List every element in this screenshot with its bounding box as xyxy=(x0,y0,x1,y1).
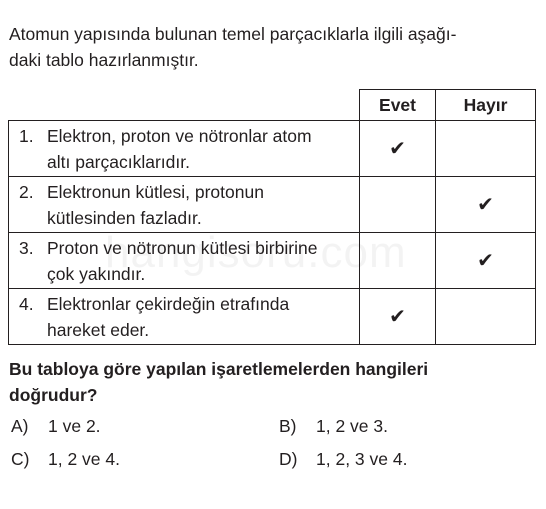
statement-text-line-1: Elektronlar çekirdeğin etrafında xyxy=(47,293,290,314)
statement-number: 2. xyxy=(19,181,34,202)
option-text: 1 ve 2. xyxy=(48,416,101,436)
statements-table xyxy=(8,89,536,345)
question-line-1: Bu tabloya göre yapılan işaretlemelerden hangileri xyxy=(9,359,429,379)
statement-cell xyxy=(9,289,360,345)
table-header-row xyxy=(9,90,536,121)
table-row xyxy=(9,233,536,289)
header-yes: Evet xyxy=(360,90,436,121)
check-mark-icon: ✔ xyxy=(436,177,536,233)
statement-cell xyxy=(9,177,360,233)
check-mark-icon: ✔ xyxy=(436,233,536,289)
option-letter: D) xyxy=(279,449,298,469)
statement-cell xyxy=(9,121,360,177)
option-text: 1, 2, 3 ve 4. xyxy=(316,449,408,469)
intro-line-2: daki tablo hazırlanmıştır. xyxy=(9,50,199,70)
empty-mark-cell xyxy=(436,289,536,345)
header-blank-cell xyxy=(9,90,360,121)
statement-text-line-2: altı parçacıklarıdır. xyxy=(47,151,190,172)
empty-mark-cell xyxy=(360,233,436,289)
statement-text-line-1: Elektronun kütlesi, protonun xyxy=(47,181,264,202)
question-stem xyxy=(9,356,517,408)
statement-text-line-1: Proton ve nötronun kütlesi birbirine xyxy=(47,237,318,258)
statement-text-line-2: hareket eder. xyxy=(47,319,150,340)
option-b[interactable] xyxy=(279,414,388,438)
statement-text-line-1: Elektron, proton ve nötronlar atom xyxy=(47,125,312,146)
statement-text-line-2: kütlesinden fazladır. xyxy=(47,207,202,228)
table-row xyxy=(9,121,536,177)
statement-number: 4. xyxy=(19,293,34,314)
option-letter: B) xyxy=(279,416,297,436)
statement-cell xyxy=(9,233,360,289)
question-line-2: doğrudur? xyxy=(9,385,98,405)
intro-line-1: Atomun yapısında bulunan temel parçacıklarla ilgili aşağı- xyxy=(9,24,457,44)
header-no: Hayır xyxy=(436,90,536,121)
check-mark-icon: ✔ xyxy=(360,121,436,177)
statement-number: 3. xyxy=(19,237,34,258)
option-a[interactable] xyxy=(11,414,101,438)
empty-mark-cell xyxy=(436,121,536,177)
table-row xyxy=(9,289,536,345)
empty-mark-cell xyxy=(360,177,436,233)
option-text: 1, 2 ve 4. xyxy=(48,449,120,469)
option-letter: A) xyxy=(11,416,29,436)
table-row xyxy=(9,177,536,233)
option-d[interactable] xyxy=(279,447,407,471)
check-mark-icon: ✔ xyxy=(360,289,436,345)
statement-number: 1. xyxy=(19,125,34,146)
statement-text-line-2: çok yakındır. xyxy=(47,263,146,284)
option-text: 1, 2 ve 3. xyxy=(316,416,388,436)
option-letter: C) xyxy=(11,449,30,469)
option-c[interactable] xyxy=(11,447,120,471)
question-intro xyxy=(9,21,539,73)
